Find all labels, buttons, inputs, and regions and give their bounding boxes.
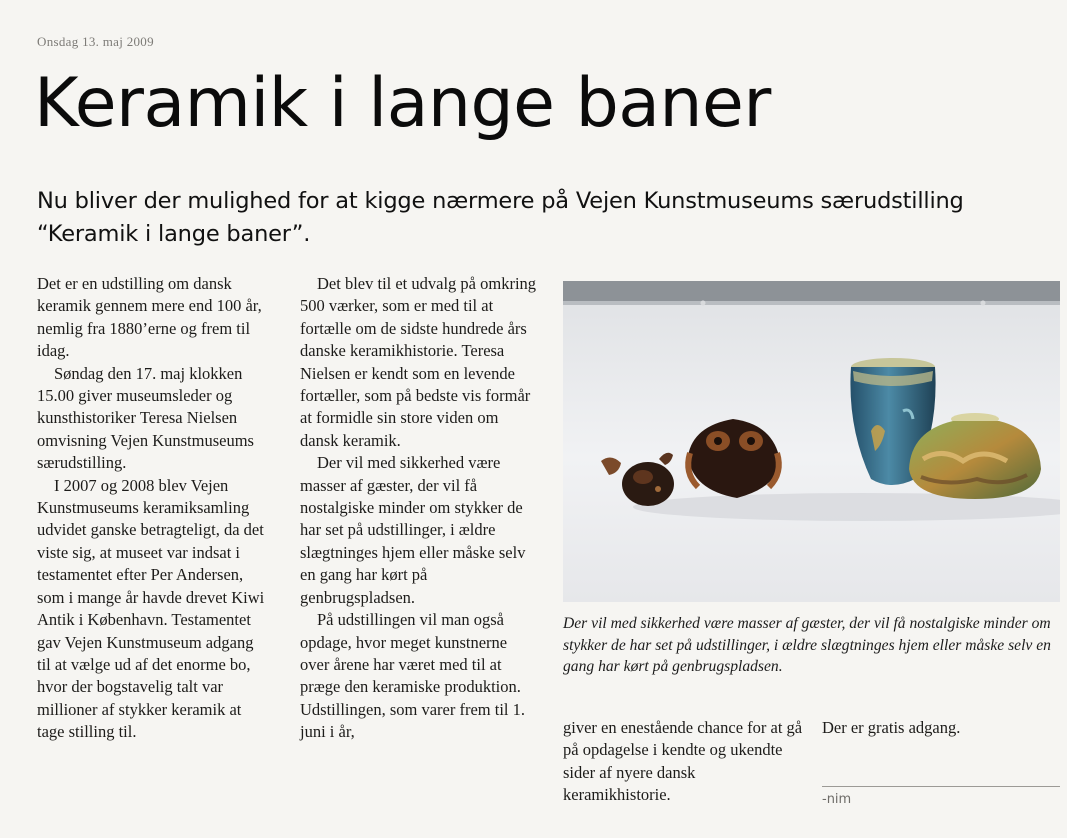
paragraph: I 2007 og 2008 blev Vejen Kunstmuseums keramiksamling udvidet ganske betragteligt, da det viste sig, at museet var indsat i testamentet efter Per Andersen, som i mange år havde drevet Kiwi Antik i København. Testamentet gav Vejen Kunstmuseum adgang til at vælge ud af det enorme bo, hvor der bogstavelig talt var millioner af stykker keramik at tage stilling til. — [37, 475, 265, 742]
ceramics-photo — [563, 281, 1060, 602]
subheadline: Nu bliver der mulighed for at kigge nærmere på Vejen Kunstmuseums særudstilling “Keramik i lange baner”. — [37, 188, 964, 247]
signature: -nim — [822, 792, 852, 807]
paragraph: Det er en udstilling om dansk keramik gennem mere end 100 år, nemlig fra 1880’erne og frem til idag. — [37, 274, 262, 361]
paragraph: Søndag den 17. maj klokken 15.00 giver museumsleder og kunsthistoriker Teresa Nielsen omvisning Vejen Kunstmuseums særudstilling. — [37, 363, 254, 473]
signature-rule — [822, 786, 1060, 787]
column-1 — [37, 273, 267, 744]
column-3 — [563, 717, 803, 807]
article-photo — [563, 281, 1060, 602]
paragraph: giver en enestående chance for at gå på opdagelse i kendte og ukendte sider af nyere dansk keramikhistorie. — [563, 718, 803, 805]
column-4 — [822, 717, 1052, 739]
paragraph: På udstillingen vil man også opdage, hvor meget kunstnerne over årene har været med til at præge den keramiske produktion. Udstillingen, som varer frem til 1. juni i år, — [300, 610, 525, 742]
paragraph: Der vil med sikkerhed være masser af gæster, der vil få nostalgiske minder om stykker de har set på udstillinger, i ældre slægtninges hjem eller måske selv en gang har kørt på genbrugspladsen. — [300, 453, 526, 607]
paragraph: Det blev til et udvalg på omkring 500 værker, som er med til at fortælle om de sidste hundrede års danske keramikhistorie. Teresa Nielsen er kendt som en levende fortæller, som på bedste vis formår at formidle sin store viden om dansk keramik. — [300, 274, 537, 450]
paragraph: Der er gratis adgang. — [822, 718, 961, 737]
column-2 — [300, 273, 540, 744]
shelf-rail — [563, 281, 1060, 303]
headline: Keramik i lange baner — [34, 64, 771, 143]
photo-caption: Der vil med sikkerhed være masser af gæster, der vil få nostalgiske minder om stykker de har set på udstillinger, i ældre slægtninges hjem eller måske selv en gang har kørt på genbrugspladsen. — [563, 615, 1051, 675]
dateline: Onsdag 13. maj 2009 — [37, 34, 154, 49]
